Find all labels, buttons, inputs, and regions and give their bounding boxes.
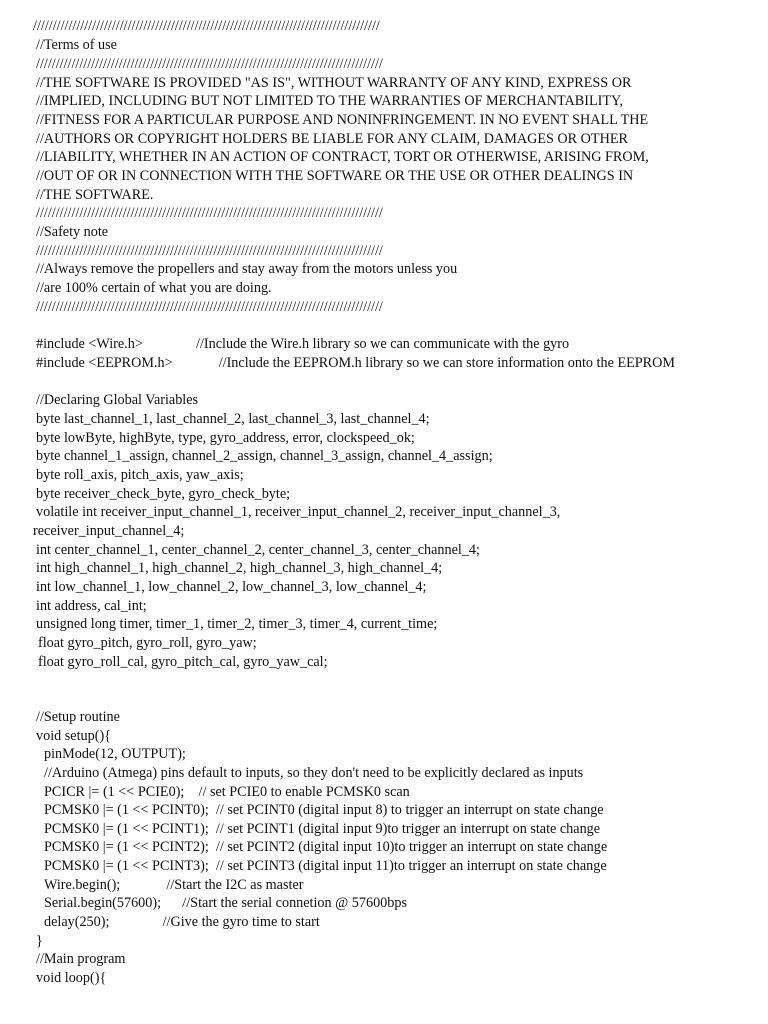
code-line: //Safety note (36, 224, 109, 240)
code-line: float gyro_roll_cal, gyro_pitch_cal, gyro_yaw_cal; (38, 654, 328, 670)
code-line: //////////////////////////////////////////////////////////////////////////////////////// (36, 56, 383, 72)
code-line: int high_channel_1, high_channel_2, high_channel_3, high_channel_4; (36, 560, 443, 576)
code-line: void setup(){ (36, 728, 111, 744)
code-line: //Terms of use (36, 37, 117, 53)
code-line: byte roll_axis, pitch_axis, yaw_axis; (36, 467, 244, 483)
code-line: PCMSK0 |= (1 << PCINT0); // set PCINT0 (digital input 8) to trigger an interrupt on state change (44, 802, 604, 818)
code-line: delay(250); //Give the gyro time to start (44, 914, 320, 930)
code-line: pinMode(12, OUTPUT); (44, 746, 186, 762)
code-line: int low_channel_1, low_channel_2, low_channel_3, low_channel_4; (36, 579, 427, 595)
code-line: PCICR |= (1 << PCIE0); // set PCIE0 to enable PCMSK0 scan (44, 784, 410, 800)
code-line: float gyro_pitch, gyro_roll, gyro_yaw; (38, 635, 257, 651)
code-line: int address, cal_int; (36, 598, 147, 614)
code-line: //THE SOFTWARE IS PROVIDED "AS IS", WITHOUT WARRANTY OF ANY KIND, EXPRESS OR (36, 75, 632, 91)
code-line: PCMSK0 |= (1 << PCINT1); // set PCINT1 (digital input 9)to trigger an interrupt on state change (44, 821, 601, 837)
code-line: PCMSK0 |= (1 << PCINT3); // set PCINT3 (digital input 11)to trigger an interrupt on state change (44, 858, 607, 874)
code-line: //Setup routine (36, 709, 120, 725)
code-line: //////////////////////////////////////////////////////////////////////////////////////// (33, 18, 380, 34)
code-line: byte lowByte, highByte, type, gyro_address, error, clockspeed_ok; (36, 430, 415, 446)
code-line: byte receiver_check_byte, gyro_check_byte; (36, 486, 291, 502)
code-line: Serial.begin(57600); //Start the serial connetion @ 57600bps (44, 895, 407, 911)
code-line: //IMPLIED, INCLUDING BUT NOT LIMITED TO THE WARRANTIES OF MERCHANTABILITY, (36, 93, 623, 109)
code-line: //////////////////////////////////////////////////////////////////////////////////////// (36, 243, 383, 259)
code-line: //OUT OF OR IN CONNECTION WITH THE SOFTWARE OR THE USE OR OTHER DEALINGS IN (36, 168, 634, 184)
code-line: //THE SOFTWARE. (36, 187, 154, 203)
code-line: byte channel_1_assign, channel_2_assign, channel_3_assign, channel_4_assign; (36, 448, 493, 464)
code-line: //Main program (36, 951, 126, 967)
code-line: //Declaring Global Variables (36, 392, 199, 408)
code-line: volatile int receiver_input_channel_1, receiver_input_channel_2, receiver_input_channel_3, (36, 504, 561, 520)
code-line: unsigned long timer, timer_1, timer_2, timer_3, timer_4, current_time; (36, 616, 438, 632)
code-line: //Always remove the propellers and stay away from the motors unless you (36, 261, 458, 277)
code-line: //LIABILITY, WHETHER IN AN ACTION OF CONTRACT, TORT OR OTHERWISE, ARISING FROM, (36, 149, 649, 165)
code-line: int center_channel_1, center_channel_2, center_channel_3, center_channel_4; (36, 542, 480, 558)
code-line: //are 100% certain of what you are doing. (36, 280, 272, 296)
code-line: void loop(){ (36, 970, 107, 986)
code-line: //Arduino (Atmega) pins default to inputs, so they don't need to be explicitly declared as inputs (44, 765, 584, 781)
code-line: //////////////////////////////////////////////////////////////////////////////////////// (36, 205, 383, 221)
code-line: #include <Wire.h> //Include the Wire.h library so we can communicate with the gyro (36, 336, 570, 352)
code-line: } (36, 933, 43, 949)
code-line: //////////////////////////////////////////////////////////////////////////////////////// (36, 299, 383, 315)
code-line: Wire.begin(); //Start the I2C as master (44, 877, 304, 893)
code-line: #include <EEPROM.h> //Include the EEPROM.h library so we can store information onto the EEPROM (36, 355, 675, 371)
code-line: PCMSK0 |= (1 << PCINT2); // set PCINT2 (digital input 10)to trigger an interrupt on state change (44, 839, 608, 855)
code-line: //FITNESS FOR A PARTICULAR PURPOSE AND NONINFRINGEMENT. IN NO EVENT SHALL THE (36, 112, 649, 128)
code-line: byte last_channel_1, last_channel_2, last_channel_3, last_channel_4; (36, 411, 430, 427)
code-line: receiver_input_channel_4; (33, 523, 185, 539)
code-line: //AUTHORS OR COPYRIGHT HOLDERS BE LIABLE FOR ANY CLAIM, DAMAGES OR OTHER (36, 131, 628, 147)
